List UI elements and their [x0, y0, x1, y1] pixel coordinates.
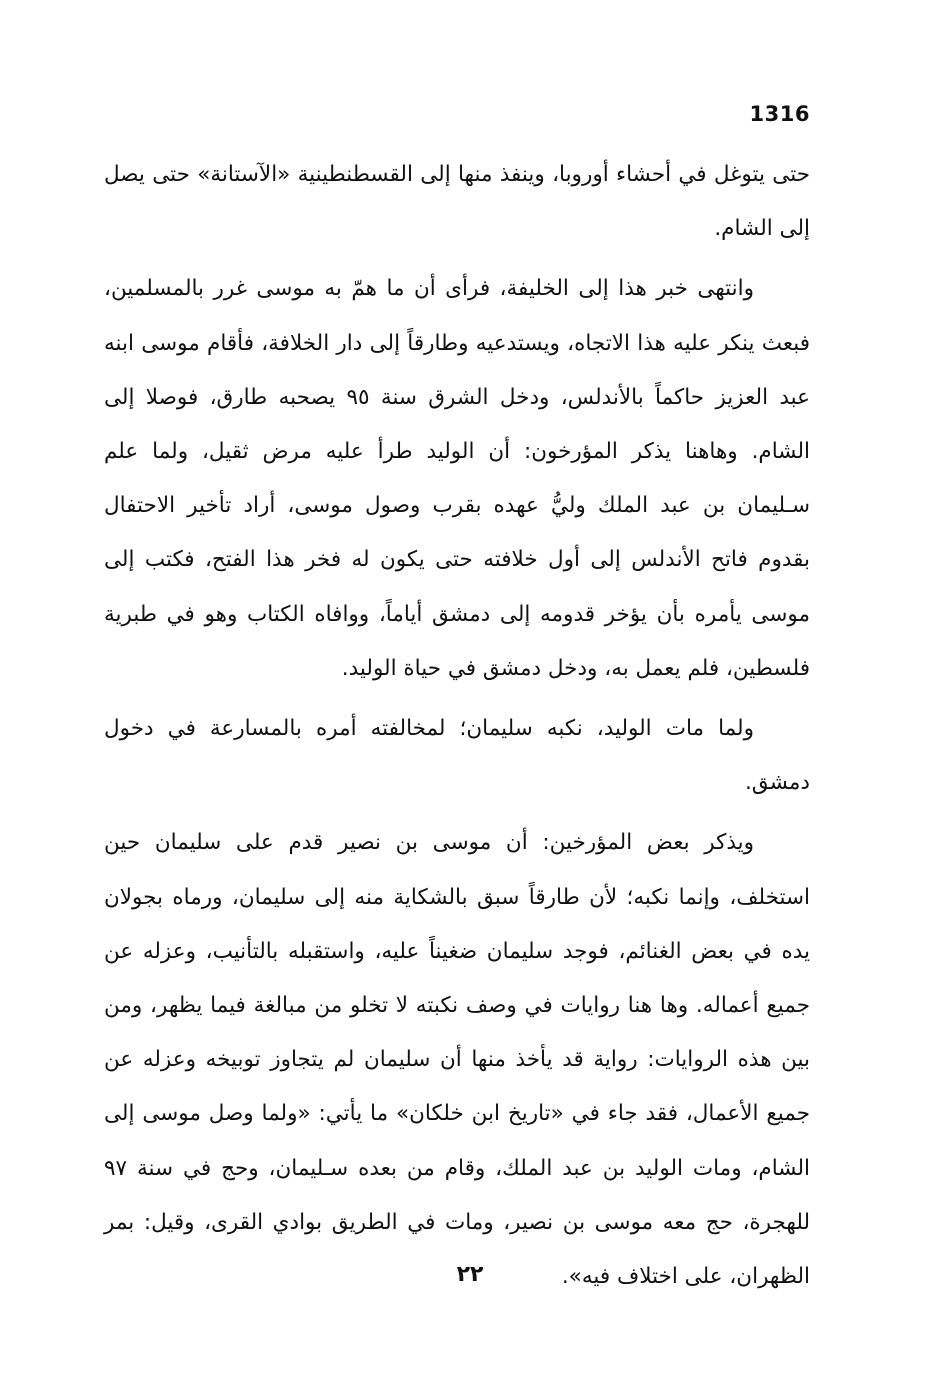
- page-footer-number: ٢٢: [456, 1262, 484, 1287]
- paragraph-4: ويذكر بعض المؤرخين: أن موسى بن نصير قدم على سليمان حين استخلف، وإنما نكبه؛ لأن طارقاً سبق بالشكاية منه إلى سليمان، ورماه بجولان يده في بعض الغنائم، فوجد سليمان ضغيناً عليه، واستقبله بالتأنيب، وعزله عن جميع أعماله. وها هنا روايات في وصف نكبته لا تخلو من مبالغة فيما يظهر، ومن بين هذه الروايات: رواية قد يأخذ منها أن سليمان لم يتجاوز توبيخه وعزله عن جميع الأعمال، فقد جاء في «تاريخ ابن خلكان» ما يأتي: «ولما وصل موسى إلى الشام، ومات الوليد بن عبد الملك، وقام من بعده سـليمان، وحج في سنة ٩٧ للهجرة، حج معه موسى بن نصير، ومات في الطريق بوادي القرى، وقيل: بمر الظهران، على اختلاف فيه».: [104, 830, 810, 1290]
- paragraph-1: حتى يتوغل في أحشاء أوروبا، وينفذ منها إلى القسطنطينية «الآستانة» حتى يصل إلى الشام.: [104, 162, 810, 242]
- body-text: [104, 148, 810, 1304]
- paragraph-3: ولما مات الوليد، نكبه سليمان؛ لمخالفته أمره بالمسارعة في دخول دمشق.: [104, 716, 810, 796]
- paragraph-2: وانتهى خبر هذا إلى الخليفة، فرأى أن ما همّ به موسى غرر بالمسلمين، فبعث ينكر عليه هذا الاتجاه، ويستدعيه وطارقاً إلى دار الخلافة، فأقام موسى ابنه عبد العزيز حاكماً بالأندلس، ودخل الشرق سنة ٩٥ يصحبه طارق، فوصلا إلى الشام. وهاهنا يذكر المؤرخون: أن الوليد طرأ عليه مرض ثقيل، ولما علم سـليمان بن عبد الملك وليُّ عهده بقرب وصول موسى، أراد تأخير الاحتفال بقدوم فاتح الأندلس إلى أول خلافته حتى يكون له فخر هذا الفتح، فكتب إلى موسى يأمره بأن يؤخر قدومه إلى دمشق أياماً، ووافاه الكتاب وهو في طبرية فلسطين، فلم يعمل به، ودخل دمشق في حياة الوليد.: [104, 276, 810, 681]
- page-header-number: 1316: [749, 102, 810, 126]
